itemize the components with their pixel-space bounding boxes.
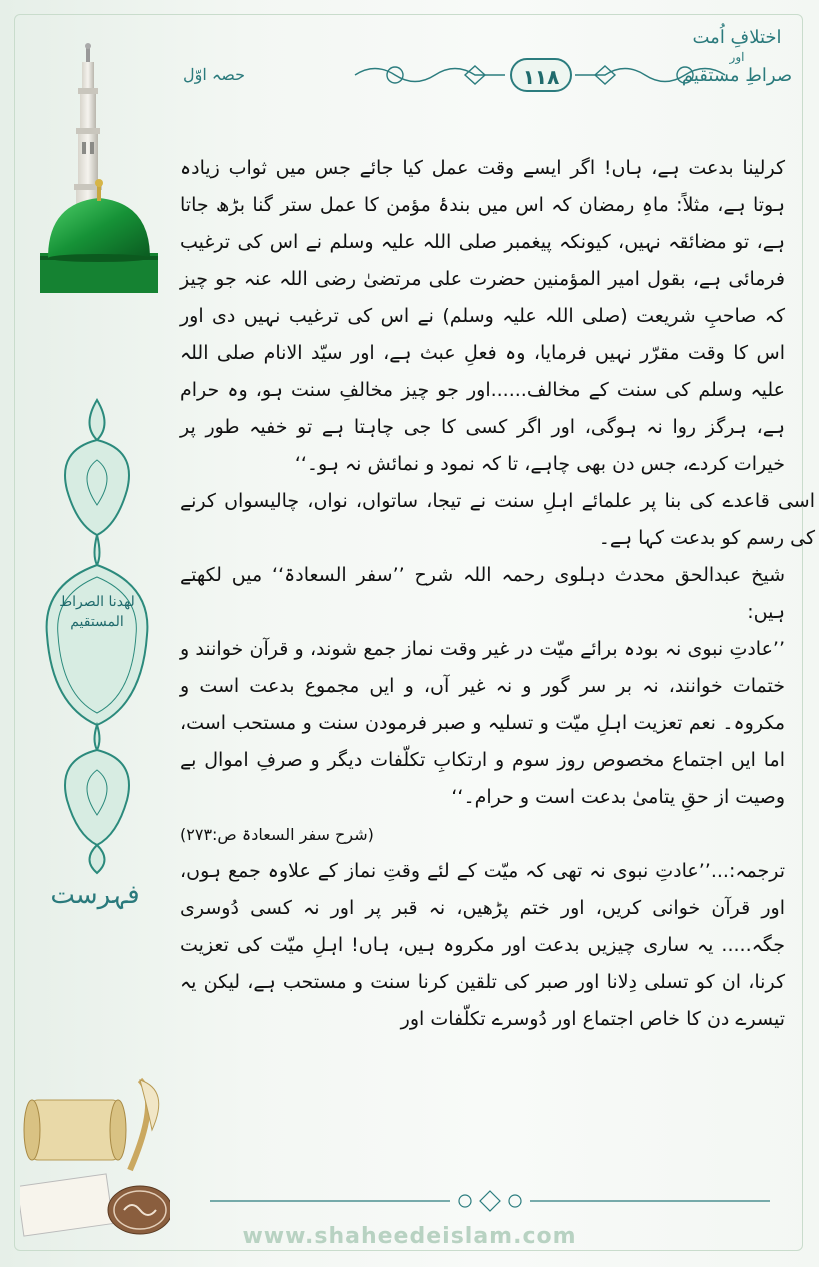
green-dome-minaret-image <box>18 18 178 318</box>
website-url[interactable]: www.shaheedeislam.com <box>242 1224 577 1249</box>
book-title-line1: اختلافِ اُمت <box>692 27 782 48</box>
ornament-text-line1: لهدنا الصراط <box>59 594 135 610</box>
paragraph-2: اسی قاعدے کی بنا پر علمائے اہلِ سنت نے تیجا، ساتواں، نواں، چالیسواں کرنے کی رسم کو بدعت کہا ہے۔ <box>180 490 815 549</box>
page-body <box>180 150 815 1038</box>
ornament-text-line2: المستقیم <box>70 614 124 630</box>
contents-link[interactable]: فہرست <box>50 880 140 910</box>
page-number-ornament <box>335 52 745 102</box>
scroll-quill-stamp-image <box>20 1060 170 1240</box>
calligraphy-frame-ornament <box>42 395 152 875</box>
ornament-calligraphy <box>48 592 146 632</box>
page-number: ۱۱۸ <box>510 58 572 92</box>
book-title-line3: صراطِ مستقیم <box>681 65 793 86</box>
paragraph-3: شیخ عبدالحق محدث دہلوی رحمہ اللہ شرح ’’سفر السعادۃ‘‘ میں لکھتے ہیں: <box>180 564 785 623</box>
paragraph-1: کرلینا بدعت ہے، ہاں! اگر ایسے وقت عمل کیا جائے جس میں ثواب زیادہ ہوتا ہے، مثلاً: ماہِ رمضان کہ اس میں بندۂ مؤمن کا عمل ستر گنا بڑھ جاتا ہے، تو مضائقہ نہیں، کیونکہ پیغمبر صلی اللہ علیہ وسلم نے اس کی ترغیب فرمائی ہے، بقول امیر المؤمنین حضرت علی مرتضیٰ رضی اللہ عنہ جو چیز کہ صاحبِ شریعت (صلی اللہ علیہ وسلم) نے اس کی ترغیب نہیں دی اور اس کا وقت مقرّر نہیں فرمایا، وہ فعلِ عبث ہے، اور سیّد الانام صلی اللہ علیہ وسلم کی سنت کے مخالف......اور جو چیز مخالفِ سنت ہو، وہ حرام ہے، ہرگز روا نہ ہوگی، اور اگر کسی کا جی چاہتا ہے تو خفیہ طور پر خیرات کردے، جس دن بھی چاہے، تا کہ نمود و نمائش نہ ہو۔‘‘ <box>180 157 785 475</box>
footer-flourish-icon <box>200 1186 780 1216</box>
book-title-line2: اور <box>729 50 745 64</box>
paragraph-5: ترجمہ:...’’عادتِ نبوی نہ تھی کہ میّت کے لئے وقتِ نماز کے علاوہ جمع ہوں، اور قرآن خوانی کریں، اور ختم پڑھیں، نہ قبر پر اور نہ کسی دُوسری جگہ..... یہ ساری چیزیں بدعت اور مکروہ ہیں، ہاں! اہلِ میّت کی تعزیت کرنا، ان کو تسلی دِلانا اور صبر کی تلقین کرنا سنت و مستحب ہے، لیکن یہ تیسرے دن کا خاص اجتماع اور دُوسرے تکلّفات اور <box>180 860 785 1030</box>
citation: (شرح سفر السعادۃ ص:۲۷۳) <box>180 825 374 844</box>
paragraph-4: ’’عادتِ نبوی نہ بودہ برائے میّت در غیر وقت نماز جمع شوند، و قرآن خوانند و ختمات خوانند، نہ بر سر گور و نہ غیر آں، و ایں مجموع بدعت است و مکروہ۔ نعم تعزیت اہلِ میّت و تسلیہ و صبر فرمودن سنت و مستحب است، اما ایں اجتماع مخصوص روز سوم و ارتکابِ تکلّفات دیگر و صرفِ اموال بے وصیت از حقِ یتامیٰ بدعت است و حرام۔‘‘ <box>180 638 785 808</box>
part-label: حصہ اوّل <box>183 65 246 84</box>
